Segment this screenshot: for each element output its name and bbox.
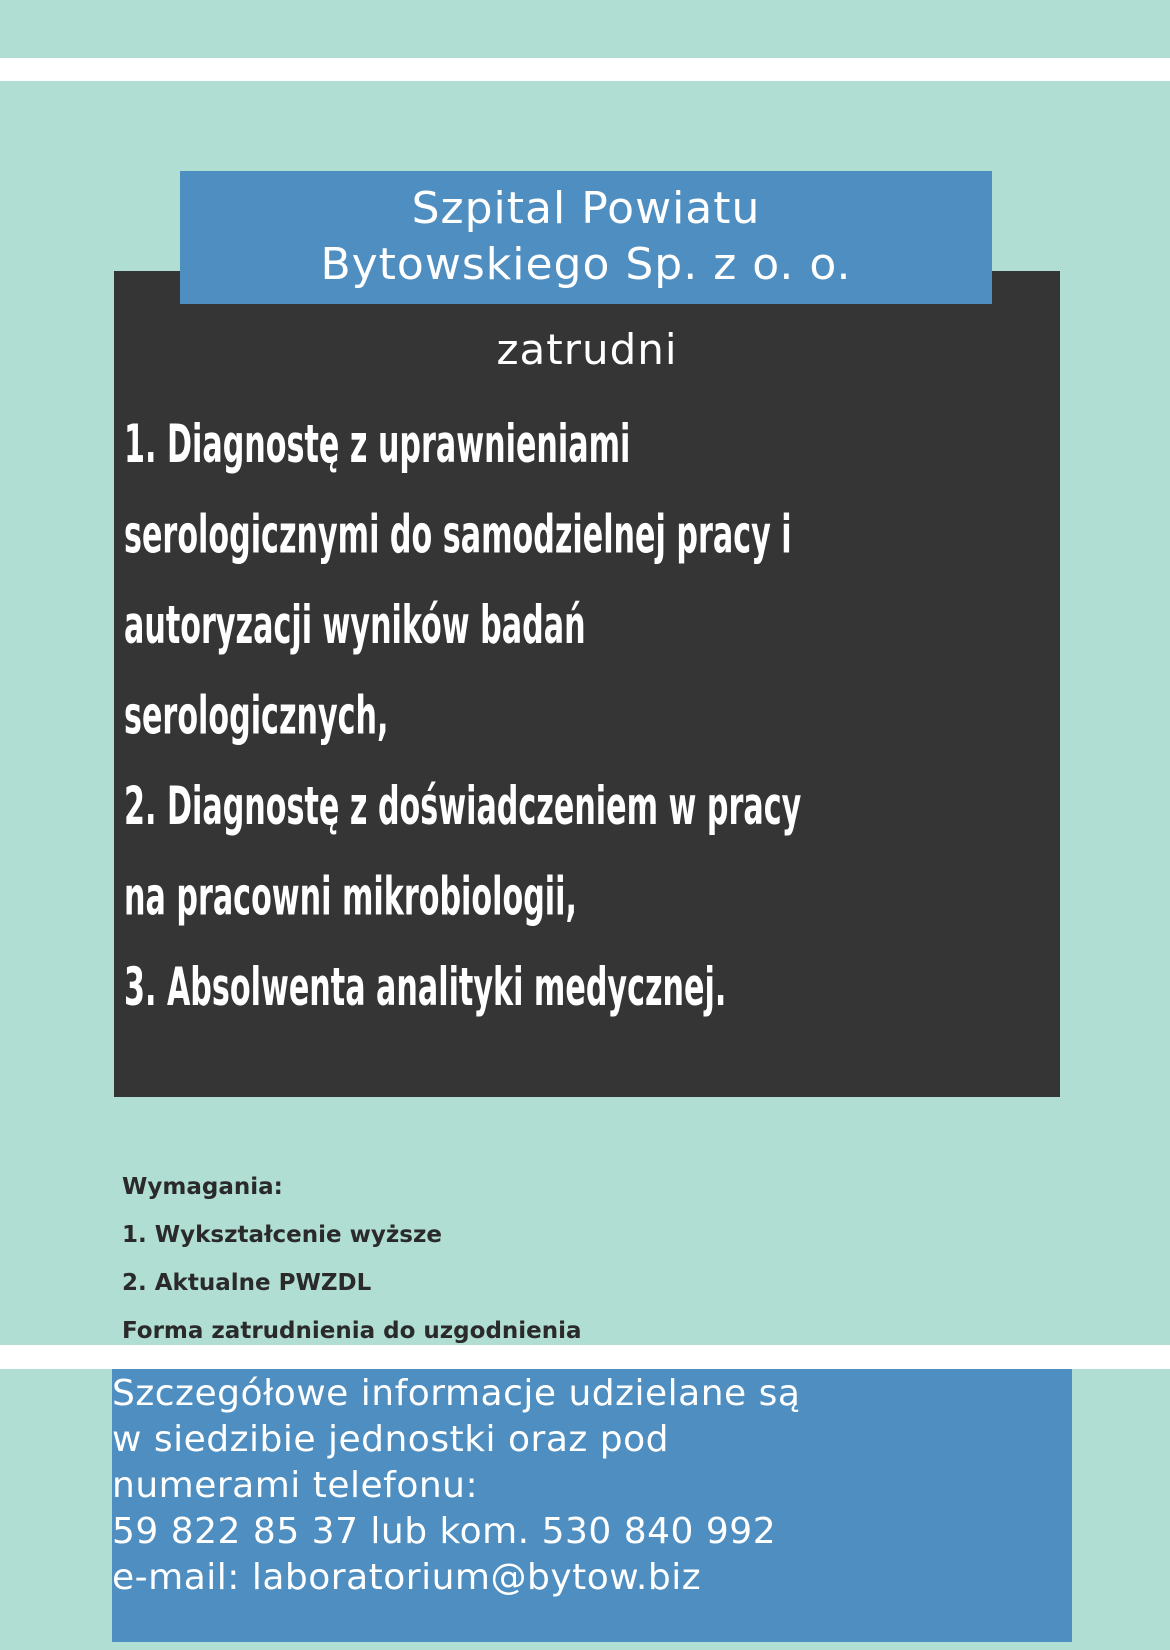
contact-info — [112, 1369, 1072, 1642]
hospital-title — [180, 171, 992, 304]
requirements-section — [122, 1163, 582, 1355]
position-line: 1. Diagnostę z uprawnieniami — [124, 414, 631, 476]
position-line: serologicznych, — [124, 686, 389, 747]
contact-line: w siedzibie jednostki oraz pod — [112, 1419, 669, 1460]
top-band — [0, 0, 1170, 58]
employment-form-note: Forma zatrudnienia do uzgodnienia — [122, 1318, 582, 1344]
contact-phone: 59 822 85 37 lub kom. 530 840 992 — [112, 1511, 777, 1552]
requirement-item: 2. Aktualne PWZDL — [122, 1270, 372, 1296]
position-line: serologicznymi do samodzielnej pracy i — [124, 505, 792, 567]
position-line: autoryzacji wyników badań — [124, 595, 586, 657]
position-line: na pracowni mikrobiologii, — [124, 867, 577, 928]
position-line: 3. Absolwenta analityki medycznej. — [124, 957, 727, 1019]
position-line: 2. Diagnostę z doświadczeniem w pracy — [124, 776, 802, 838]
requirement-item: 1. Wykształcenie wyższe — [122, 1222, 442, 1248]
requirements-heading: Wymagania: — [122, 1174, 283, 1200]
contact-line: Szczegółowe informacje udzielane są — [112, 1373, 801, 1414]
contact-email: e-mail: laboratorium@bytow.biz — [112, 1557, 702, 1598]
contact-line: numerami telefonu: — [112, 1465, 479, 1506]
subtitle: zatrudni — [496, 325, 678, 374]
positions-list — [124, 400, 924, 1033]
title-line-1: Szpital Powiatu — [411, 183, 761, 234]
title-line-2: Bytowskiego Sp. z o. o. — [320, 239, 852, 290]
